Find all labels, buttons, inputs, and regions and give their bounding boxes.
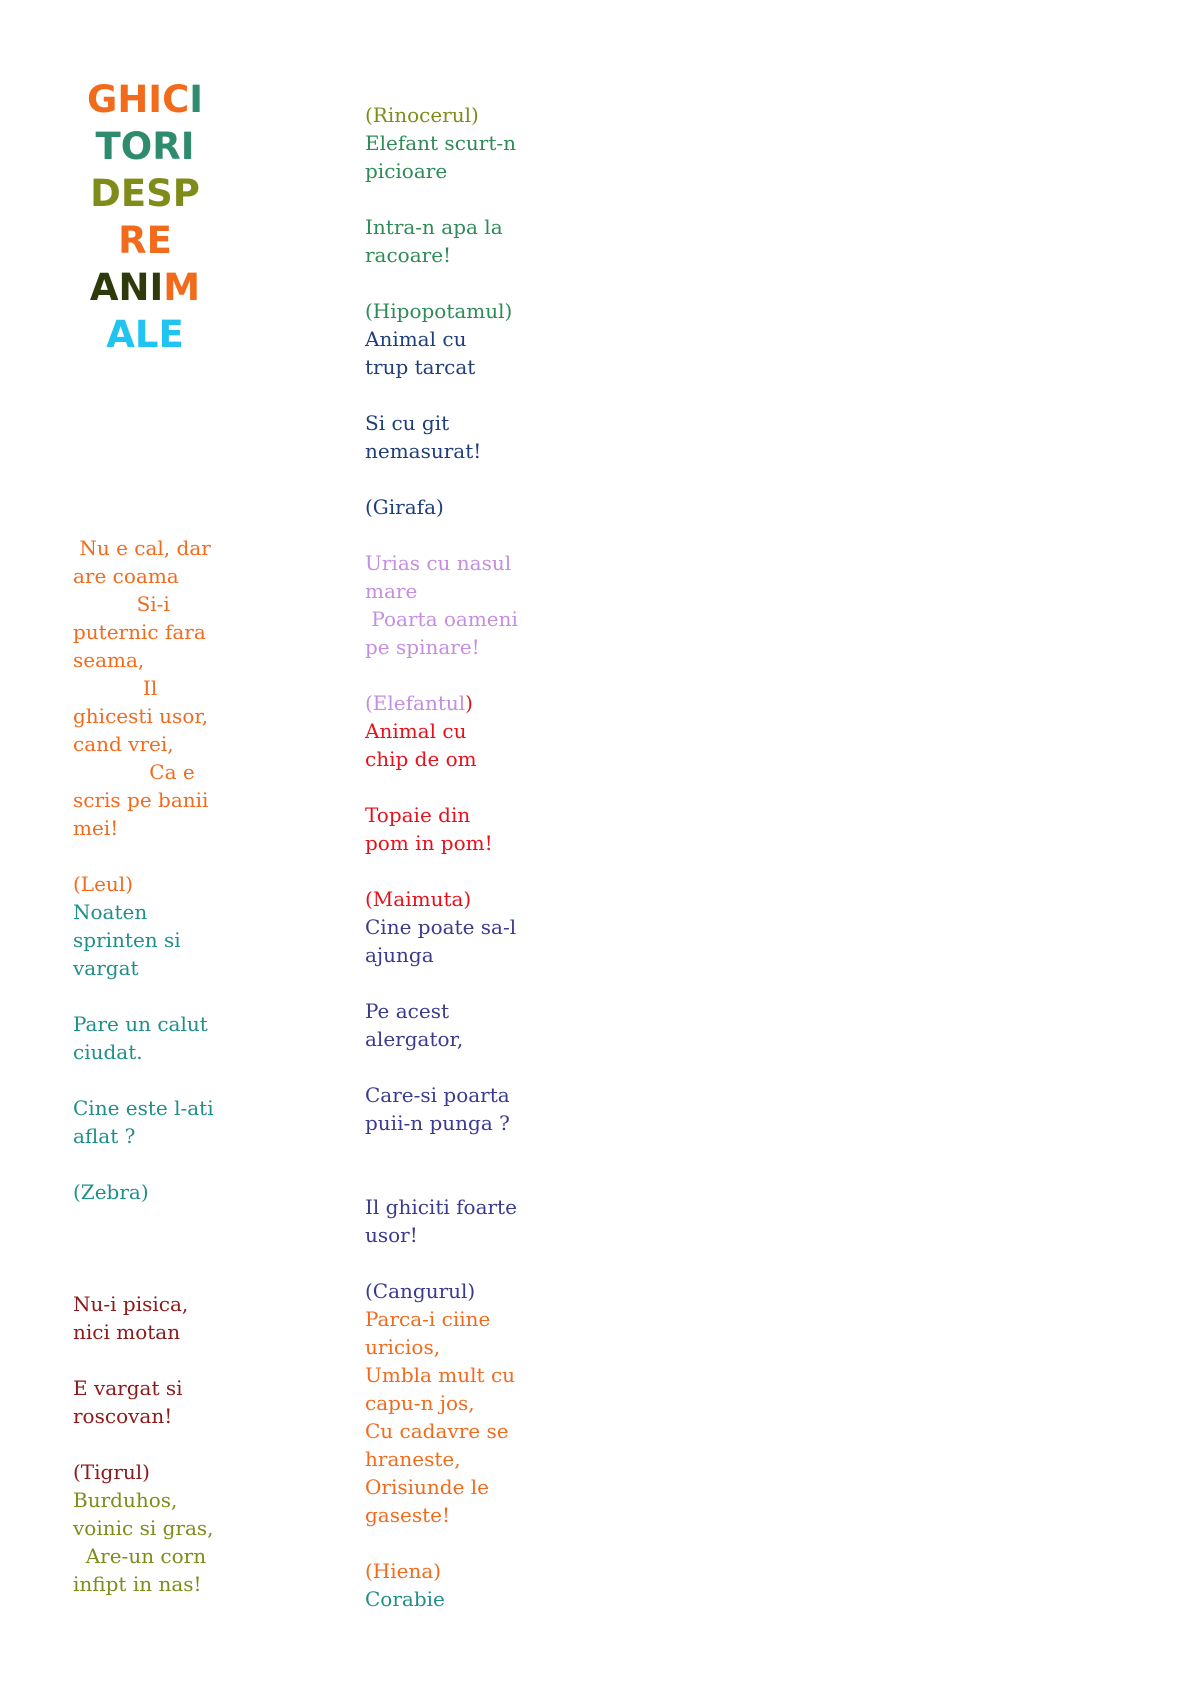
riddle-line: (Girafa) bbox=[365, 495, 444, 519]
riddle-line: (Cangurul) bbox=[365, 1279, 476, 1303]
riddle-line: Si cu git bbox=[365, 411, 450, 435]
riddle-line: Burduhos, bbox=[73, 1488, 178, 1512]
riddle-line: puii-n punga ? bbox=[365, 1111, 510, 1135]
riddles-left-column bbox=[73, 534, 223, 1598]
title-fragment: GHIC bbox=[86, 78, 190, 121]
blank-line bbox=[73, 1206, 223, 1234]
blank-line bbox=[365, 1053, 535, 1081]
riddle-line: scris pe banii bbox=[73, 788, 209, 812]
riddle-line: sprinten si bbox=[73, 928, 181, 952]
title-fragment: TORI bbox=[95, 125, 195, 168]
blank-line bbox=[73, 1262, 223, 1290]
riddle-line: mei! bbox=[73, 816, 119, 840]
riddle-line: Are-un corn bbox=[73, 1544, 207, 1568]
title-fragment: RE bbox=[118, 219, 172, 262]
blank-line bbox=[73, 982, 223, 1010]
riddle-line: Animal cu bbox=[365, 719, 467, 743]
riddle-line: Cine poate sa-l bbox=[365, 915, 517, 939]
riddle-fragment: ) bbox=[465, 691, 473, 715]
title-fragment: ANI bbox=[89, 266, 164, 309]
riddle-line: uricios, bbox=[365, 1335, 441, 1359]
title-line bbox=[70, 123, 220, 170]
riddle-line: Orisiunde le bbox=[365, 1475, 490, 1499]
riddle-line: aflat ? bbox=[73, 1124, 136, 1148]
title-line bbox=[70, 76, 220, 123]
title-line bbox=[70, 217, 220, 264]
blank-line bbox=[73, 1430, 223, 1458]
riddle-line: hraneste, bbox=[365, 1447, 461, 1471]
riddle-line: alergator, bbox=[365, 1027, 464, 1051]
riddle-line: (Hipopotamul) bbox=[365, 299, 513, 323]
blank-line bbox=[365, 969, 535, 997]
riddle-line: Cu cadavre se bbox=[365, 1419, 509, 1443]
blank-line bbox=[73, 1150, 223, 1178]
riddle-line: Ca e bbox=[73, 760, 195, 784]
riddle-line: racoare! bbox=[365, 243, 452, 267]
riddle-line: (Maimuta) bbox=[365, 887, 472, 911]
riddle-line: vargat bbox=[73, 956, 139, 980]
title-line bbox=[70, 264, 220, 311]
riddle-line: pe spinare! bbox=[365, 635, 480, 659]
title-fragment: M bbox=[163, 266, 201, 309]
riddle-line: pom in pom! bbox=[365, 831, 493, 855]
riddle-line: picioare bbox=[365, 159, 448, 183]
blank-line bbox=[365, 1249, 535, 1277]
riddle-line: Parca-i ciine bbox=[365, 1307, 491, 1331]
riddle-line: (Zebra) bbox=[73, 1180, 149, 1204]
blank-line bbox=[73, 1234, 223, 1262]
riddle-line: (Hiena) bbox=[365, 1559, 442, 1583]
riddle-line: Pe acest bbox=[365, 999, 450, 1023]
riddle-line: voinic si gras, bbox=[73, 1516, 214, 1540]
riddle-line: Corabie bbox=[365, 1587, 445, 1611]
riddle-line: Cine este l-ati bbox=[73, 1096, 214, 1120]
blank-line bbox=[365, 465, 535, 493]
riddle-line: Umbla mult cu bbox=[365, 1363, 516, 1387]
riddle-line: puternic fara bbox=[73, 620, 206, 644]
riddle-line: chip de om bbox=[365, 747, 477, 771]
riddle-line: Noaten bbox=[73, 900, 148, 924]
riddle-line: Urias cu nasul bbox=[365, 551, 512, 575]
riddle-line: Nu e cal, dar bbox=[73, 536, 211, 560]
riddle-fragment: (Elefantul bbox=[365, 691, 466, 715]
riddle-line: nemasurat! bbox=[365, 439, 482, 463]
riddle-line: infipt in nas! bbox=[73, 1572, 202, 1596]
blank-line bbox=[365, 1529, 535, 1557]
riddle-line: Pare un calut bbox=[73, 1012, 208, 1036]
riddle-line: Topaie din bbox=[365, 803, 471, 827]
riddle-line: ghicesti usor, bbox=[73, 704, 209, 728]
riddle-line: roscovan! bbox=[73, 1404, 173, 1428]
riddle-line: ciudat. bbox=[73, 1040, 143, 1064]
blank-line bbox=[365, 381, 535, 409]
riddle-line: seama, bbox=[73, 648, 145, 672]
title-line bbox=[70, 311, 220, 358]
riddle-line: E vargat si bbox=[73, 1376, 183, 1400]
title-line bbox=[70, 170, 220, 217]
riddle-line: gaseste! bbox=[365, 1503, 450, 1527]
riddle-line: Elefant scurt-n bbox=[365, 131, 517, 155]
blank-line bbox=[365, 185, 535, 213]
riddle-line: Intra-n apa la bbox=[365, 215, 503, 239]
riddle-line: (Tigrul) bbox=[73, 1460, 150, 1484]
blank-line bbox=[73, 842, 223, 870]
riddle-line: (Rinocerul) bbox=[365, 103, 479, 127]
blank-line bbox=[365, 773, 535, 801]
blank-line bbox=[365, 1137, 535, 1165]
title-fragment: DESP bbox=[90, 172, 200, 215]
riddle-line: Nu-i pisica, bbox=[73, 1292, 189, 1316]
riddle-line: capu-n jos, bbox=[365, 1391, 475, 1415]
riddle-line: ajunga bbox=[365, 943, 434, 967]
riddle-line: Il ghiciti foarte bbox=[365, 1195, 517, 1219]
riddle-line: Il bbox=[73, 676, 158, 700]
riddle-line: Si-i bbox=[73, 592, 170, 616]
title-fragment: I bbox=[189, 78, 204, 121]
blank-line bbox=[73, 1346, 223, 1374]
riddle-line: mare bbox=[365, 579, 418, 603]
riddles-right-column bbox=[365, 101, 535, 1613]
blank-line bbox=[365, 857, 535, 885]
riddle-line: trup tarcat bbox=[365, 355, 476, 379]
blank-line bbox=[365, 269, 535, 297]
title-fragment: ALE bbox=[106, 313, 184, 356]
riddle-line: Poarta oameni bbox=[365, 607, 518, 631]
riddle-line: Animal cu bbox=[365, 327, 467, 351]
riddle-line: usor! bbox=[365, 1223, 418, 1247]
riddle-line: are coama bbox=[73, 564, 179, 588]
riddle-line bbox=[365, 689, 535, 717]
blank-line bbox=[365, 661, 535, 689]
riddle-line: cand vrei, bbox=[73, 732, 174, 756]
blank-line bbox=[365, 521, 535, 549]
riddle-line: Care-si poarta bbox=[365, 1083, 510, 1107]
blank-line bbox=[73, 1066, 223, 1094]
riddle-line: nici motan bbox=[73, 1320, 181, 1344]
blank-line bbox=[365, 1165, 535, 1193]
page-title bbox=[70, 76, 220, 358]
riddle-line: (Leul) bbox=[73, 872, 133, 896]
